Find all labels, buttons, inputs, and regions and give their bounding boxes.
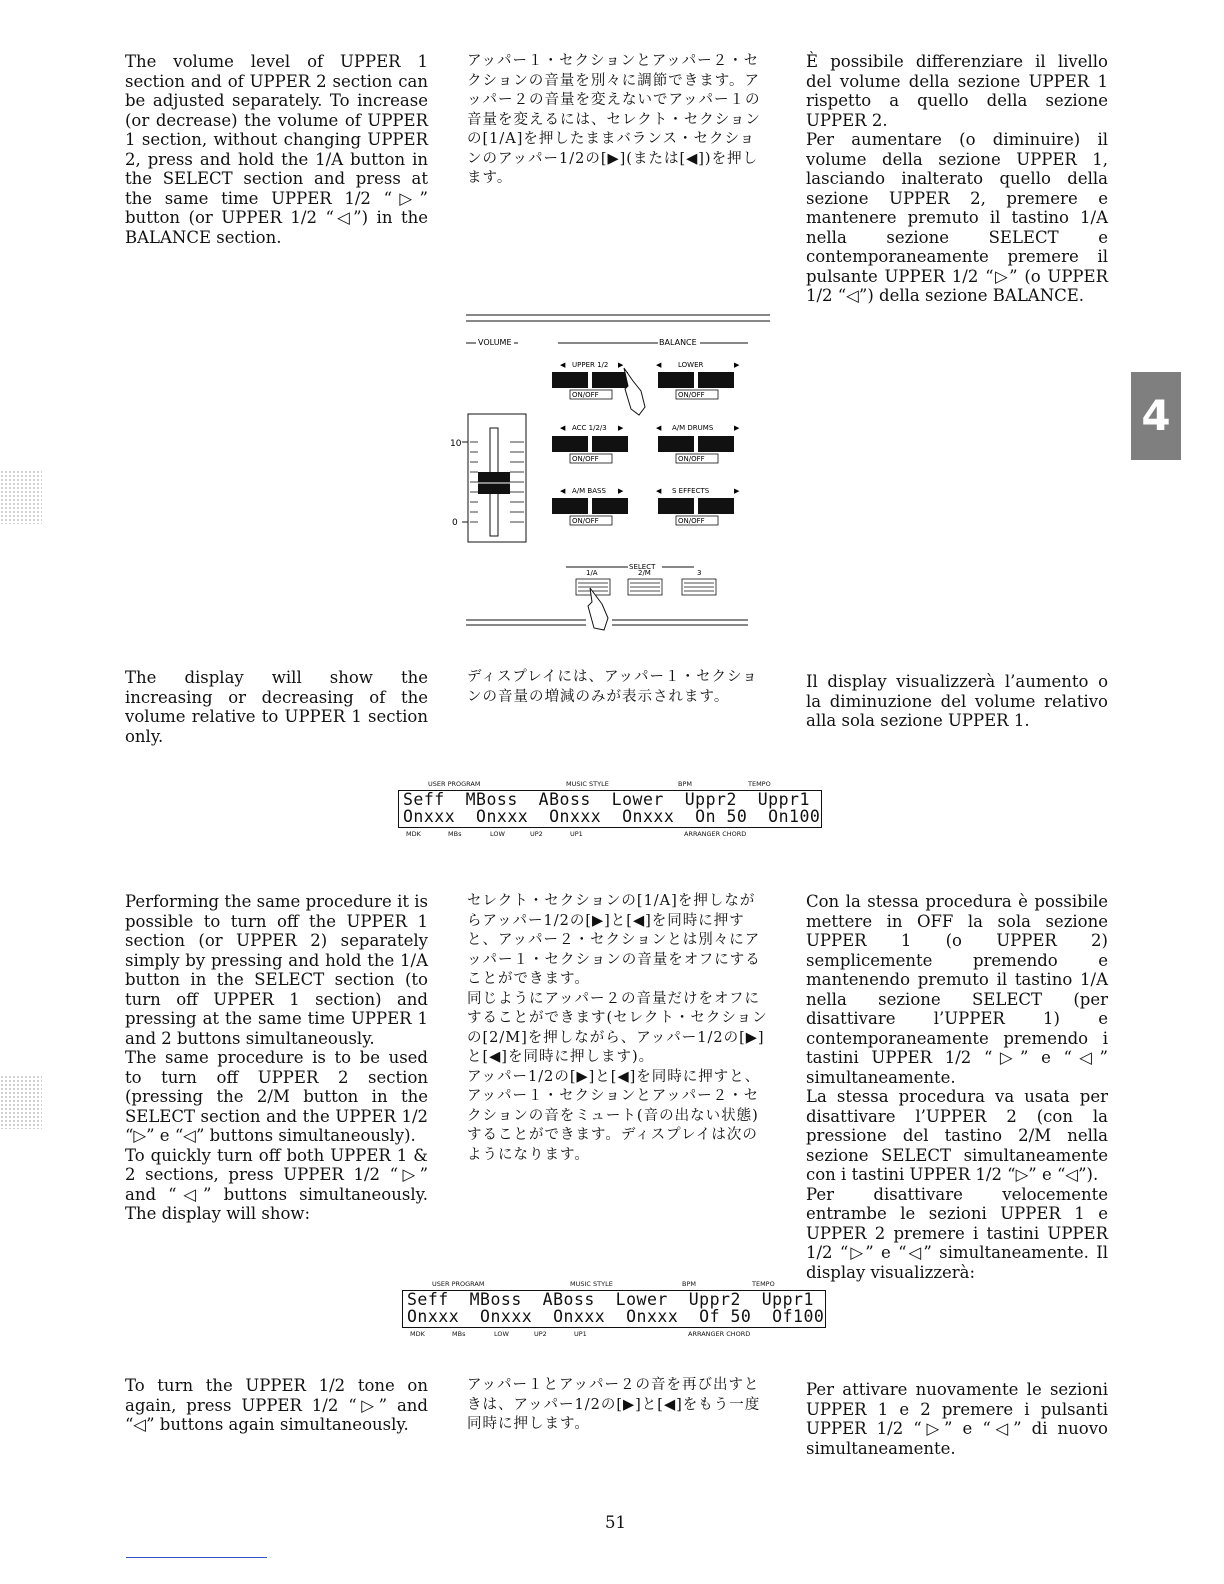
lcd-top-labels: USER PROGRAM MUSIC STYLE BPM TEMPO [432, 1280, 775, 1288]
lcd-screen [402, 1290, 826, 1328]
group-arrow-right: ▶ [734, 361, 740, 369]
scale-top-label: 10 [450, 439, 462, 449]
group-label-upper: UPPER 1/2 [572, 361, 609, 369]
block1-japanese: アッパー１・セクションとアッパー２・セクションの音量を別々に調節できます。アッパー２の音量を変えないでアッパー１の音量を変えるには、セレクト・セクションの[1/A]を押したままバランス・セクションのアッパー1/2の[▶](または[◀])を押します。 [467, 53, 761, 186]
group-label-drums: A/M DRUMS [672, 424, 714, 432]
footer-rule [126, 1557, 267, 1558]
group-arrow-right: ▶ [618, 487, 624, 495]
lcd-row-2: Onxxx Onxxx Onxxx Onxxx On 50 On100 [403, 807, 821, 826]
block2-english: The display will show the increasing or decreasing of the volume relative to UPPER 1 section only. [125, 668, 428, 746]
block4-english: To turn the UPPER 1/2 tone on again, press UPPER 1/2 “▷” and “◁” buttons again simultaneously. [125, 1376, 428, 1434]
block4-italian: Per attivare nuovamente le sezioni UPPER 1 e 2 premere i pulsanti UPPER 1/2 “▷” e “◁” di nuovo simultaneamente. [806, 1380, 1108, 1458]
select-button-label: 3 [697, 569, 702, 577]
volume-label: VOLUME [478, 338, 512, 347]
on-off-label: ON/OFF [678, 455, 705, 463]
drums-left-button[interactable] [658, 436, 694, 452]
group-arrow-left: ◀ [656, 361, 662, 369]
effects-left-button[interactable] [658, 498, 694, 514]
lcd-row-1: Seff MBoss ABoss Lower Uppr2 Uppr1 [403, 790, 810, 809]
block3-english: Performing the same procedure it is possible to turn off the UPPER 1 section (or UPPER 2) separately simply by pressing and hold the 1/A button in the SELECT section (to turn off UPPER 1 section) and pressing at the same time UPPER 1 and 2 buttons simultaneously. The same procedure is to be used to turn off UPPER 2 section (pressing the 2/M button in the SELECT section and the UPPER 1/2 “▷” e “◁” buttons simultaneously). To quickly turn off both UPPER 1 & 2 sections, press UPPER 1/2 “▷” and “◁” buttons simultaneously. The display will show: [125, 892, 428, 1223]
group-arrow-left: ◀ [560, 361, 566, 369]
lcd-display-2 [402, 1278, 826, 1340]
on-off-label: ON/OFF [572, 517, 599, 525]
acc-left-button[interactable] [552, 436, 588, 452]
effects-right-button[interactable] [698, 498, 734, 514]
bass-left-button[interactable] [552, 498, 588, 514]
page-number: 51 [605, 1513, 626, 1532]
block1-english: The volume level of UPPER 1 section and of UPPER 2 section can be adjusted separately. To increase (or decrease) the volume of UPPER 1 section, without changing UPPER 2, press and hold the 1/A button in the SELECT section and press at the same time UPPER 1/2 “▷” button (or UPPER 1/2 “◁”) in the BALANCE section. [125, 52, 428, 247]
lcd-bottom-labels: MDK MBs LOW UP2 UP1 ARRANGER CHORD [406, 830, 747, 838]
group-arrow-right: ▶ [618, 361, 624, 369]
group-label-bass: A/M BASS [572, 487, 606, 495]
lower-left-button[interactable] [658, 372, 694, 388]
on-off-label: ON/OFF [678, 391, 705, 399]
block2-japanese: ディスプレイには、アッパー１・セクションの音量の増減のみが表示されます。 [467, 669, 758, 705]
upper-left-button[interactable] [552, 372, 588, 388]
lcd-row-2: Onxxx Onxxx Onxxx Onxxx Of 50 Of100 [407, 1307, 825, 1326]
on-off-label: ON/OFF [572, 455, 599, 463]
lcd-row-1: Seff MBoss ABoss Lower Uppr2 Uppr1 [407, 1290, 814, 1309]
select-button-label: 2/M [638, 569, 651, 577]
bass-right-button[interactable] [592, 498, 628, 514]
block4-japanese: アッパー１とアッパー２の音を再び出すときは、アッパー1/2の[▶]と[◀]をもう一度同時に押します。 [467, 1377, 761, 1432]
select-label: SELECT [629, 563, 656, 571]
lcd-top-labels: USER PROGRAM MUSIC STYLE BPM TEMPO [428, 780, 771, 788]
group-arrow-left: ◀ [560, 487, 566, 495]
finger-icon [624, 368, 645, 415]
block2-italian: Il display visualizzerà l’aumento o la diminuzione del volume relativo alla sola sezione UPPER 1. [806, 672, 1108, 730]
on-off-label: ON/OFF [678, 517, 705, 525]
lcd-display-1 [398, 778, 822, 840]
group-arrow-right: ▶ [734, 487, 740, 495]
lcd-screen [398, 790, 822, 828]
lcd-bottom-labels: MDK MBs LOW UP2 UP1 ARRANGER CHORD [410, 1330, 751, 1338]
block3-japanese: セレクト・セクションの[1/A]を押しながらアッパー1/2の[▶]と[◀]を同時に押すと、アッパー２・セクションとは別々にアッパー１・セクションの音量をオフにすることができます。 同じようにアッパー２の音量だけをオフにすることができます(セレクト・セクションの[2/M]を押しながら、アッパー1/2の[▶]と[◀]を同時に押します)。 アッパー1/2の[▶]と[◀]を同時に押すと、アッパー１・セクションとアッパー２・セクションの音をミュート(音の出ない状態)することができます。ディスプレイは次のようになります。 [467, 893, 768, 1163]
group-arrow-right: ▶ [618, 424, 624, 432]
lower-right-button[interactable] [698, 372, 734, 388]
drums-right-button[interactable] [698, 436, 734, 452]
group-label-effects: S EFFECTS [672, 487, 710, 495]
scan-speckle-bottom [0, 1075, 42, 1129]
upper-right-button[interactable] [592, 372, 628, 388]
acc-right-button[interactable] [592, 436, 628, 452]
scale-bottom-label: 0 [452, 518, 458, 528]
panel-illustration [448, 312, 778, 642]
scan-speckle-top [0, 470, 42, 524]
group-arrow-left: ◀ [656, 487, 662, 495]
section-tab: 4 [1131, 372, 1181, 460]
block3-italian: Con la stessa procedura è possibile mettere in OFF la sola sezione UPPER 1 (o UPPER 2) semplicemente premendo e mantenendo premuto il tastino 1/A nella sezione SELECT (per disattivare l’UPPER 1) e contemporaneamente premendo i tastini UPPER 1/2 “▷” e “◁” simultaneamente. La stessa procedura va usata per disattivare l’UPPER 2 (con la pressione del tastino 2/M nella sezione SELECT simultaneamente con i tastini UPPER 1/2 “▷” e “◁”). Per disattivare velocemente entrambe le sezioni UPPER 1 e UPPER 2 premere i tastini UPPER 1/2 “▷” e “◁” simultaneamente. Il display visualizzerà: [806, 892, 1108, 1282]
block1-italian: È possibile differenziare il livello del volume della sezione UPPER 1 rispetto a quello della sezione UPPER 2. Per aumentare (o diminuire) il volume della sezione UPPER 1, lasciando inalterato quello della sezione UPPER 2, premere e mantenere premuto il tastino 1/A nella sezione SELECT e contemporaneamente premere il pulsante UPPER 1/2 “▷” (o UPPER 1/2 “◁”) della sezione BALANCE. [806, 52, 1108, 305]
group-label-acc: ACC 1/2/3 [572, 424, 607, 432]
finger-icon [588, 588, 608, 630]
balance-label: BALANCE [659, 338, 697, 347]
group-arrow-left: ◀ [560, 424, 566, 432]
group-arrow-left: ◀ [656, 424, 662, 432]
group-label-lower: LOWER [678, 361, 704, 369]
group-arrow-right: ▶ [734, 424, 740, 432]
balance-panel-diagram [448, 312, 778, 642]
select-button-label: 1/A [586, 569, 598, 577]
on-off-label: ON/OFF [572, 391, 599, 399]
